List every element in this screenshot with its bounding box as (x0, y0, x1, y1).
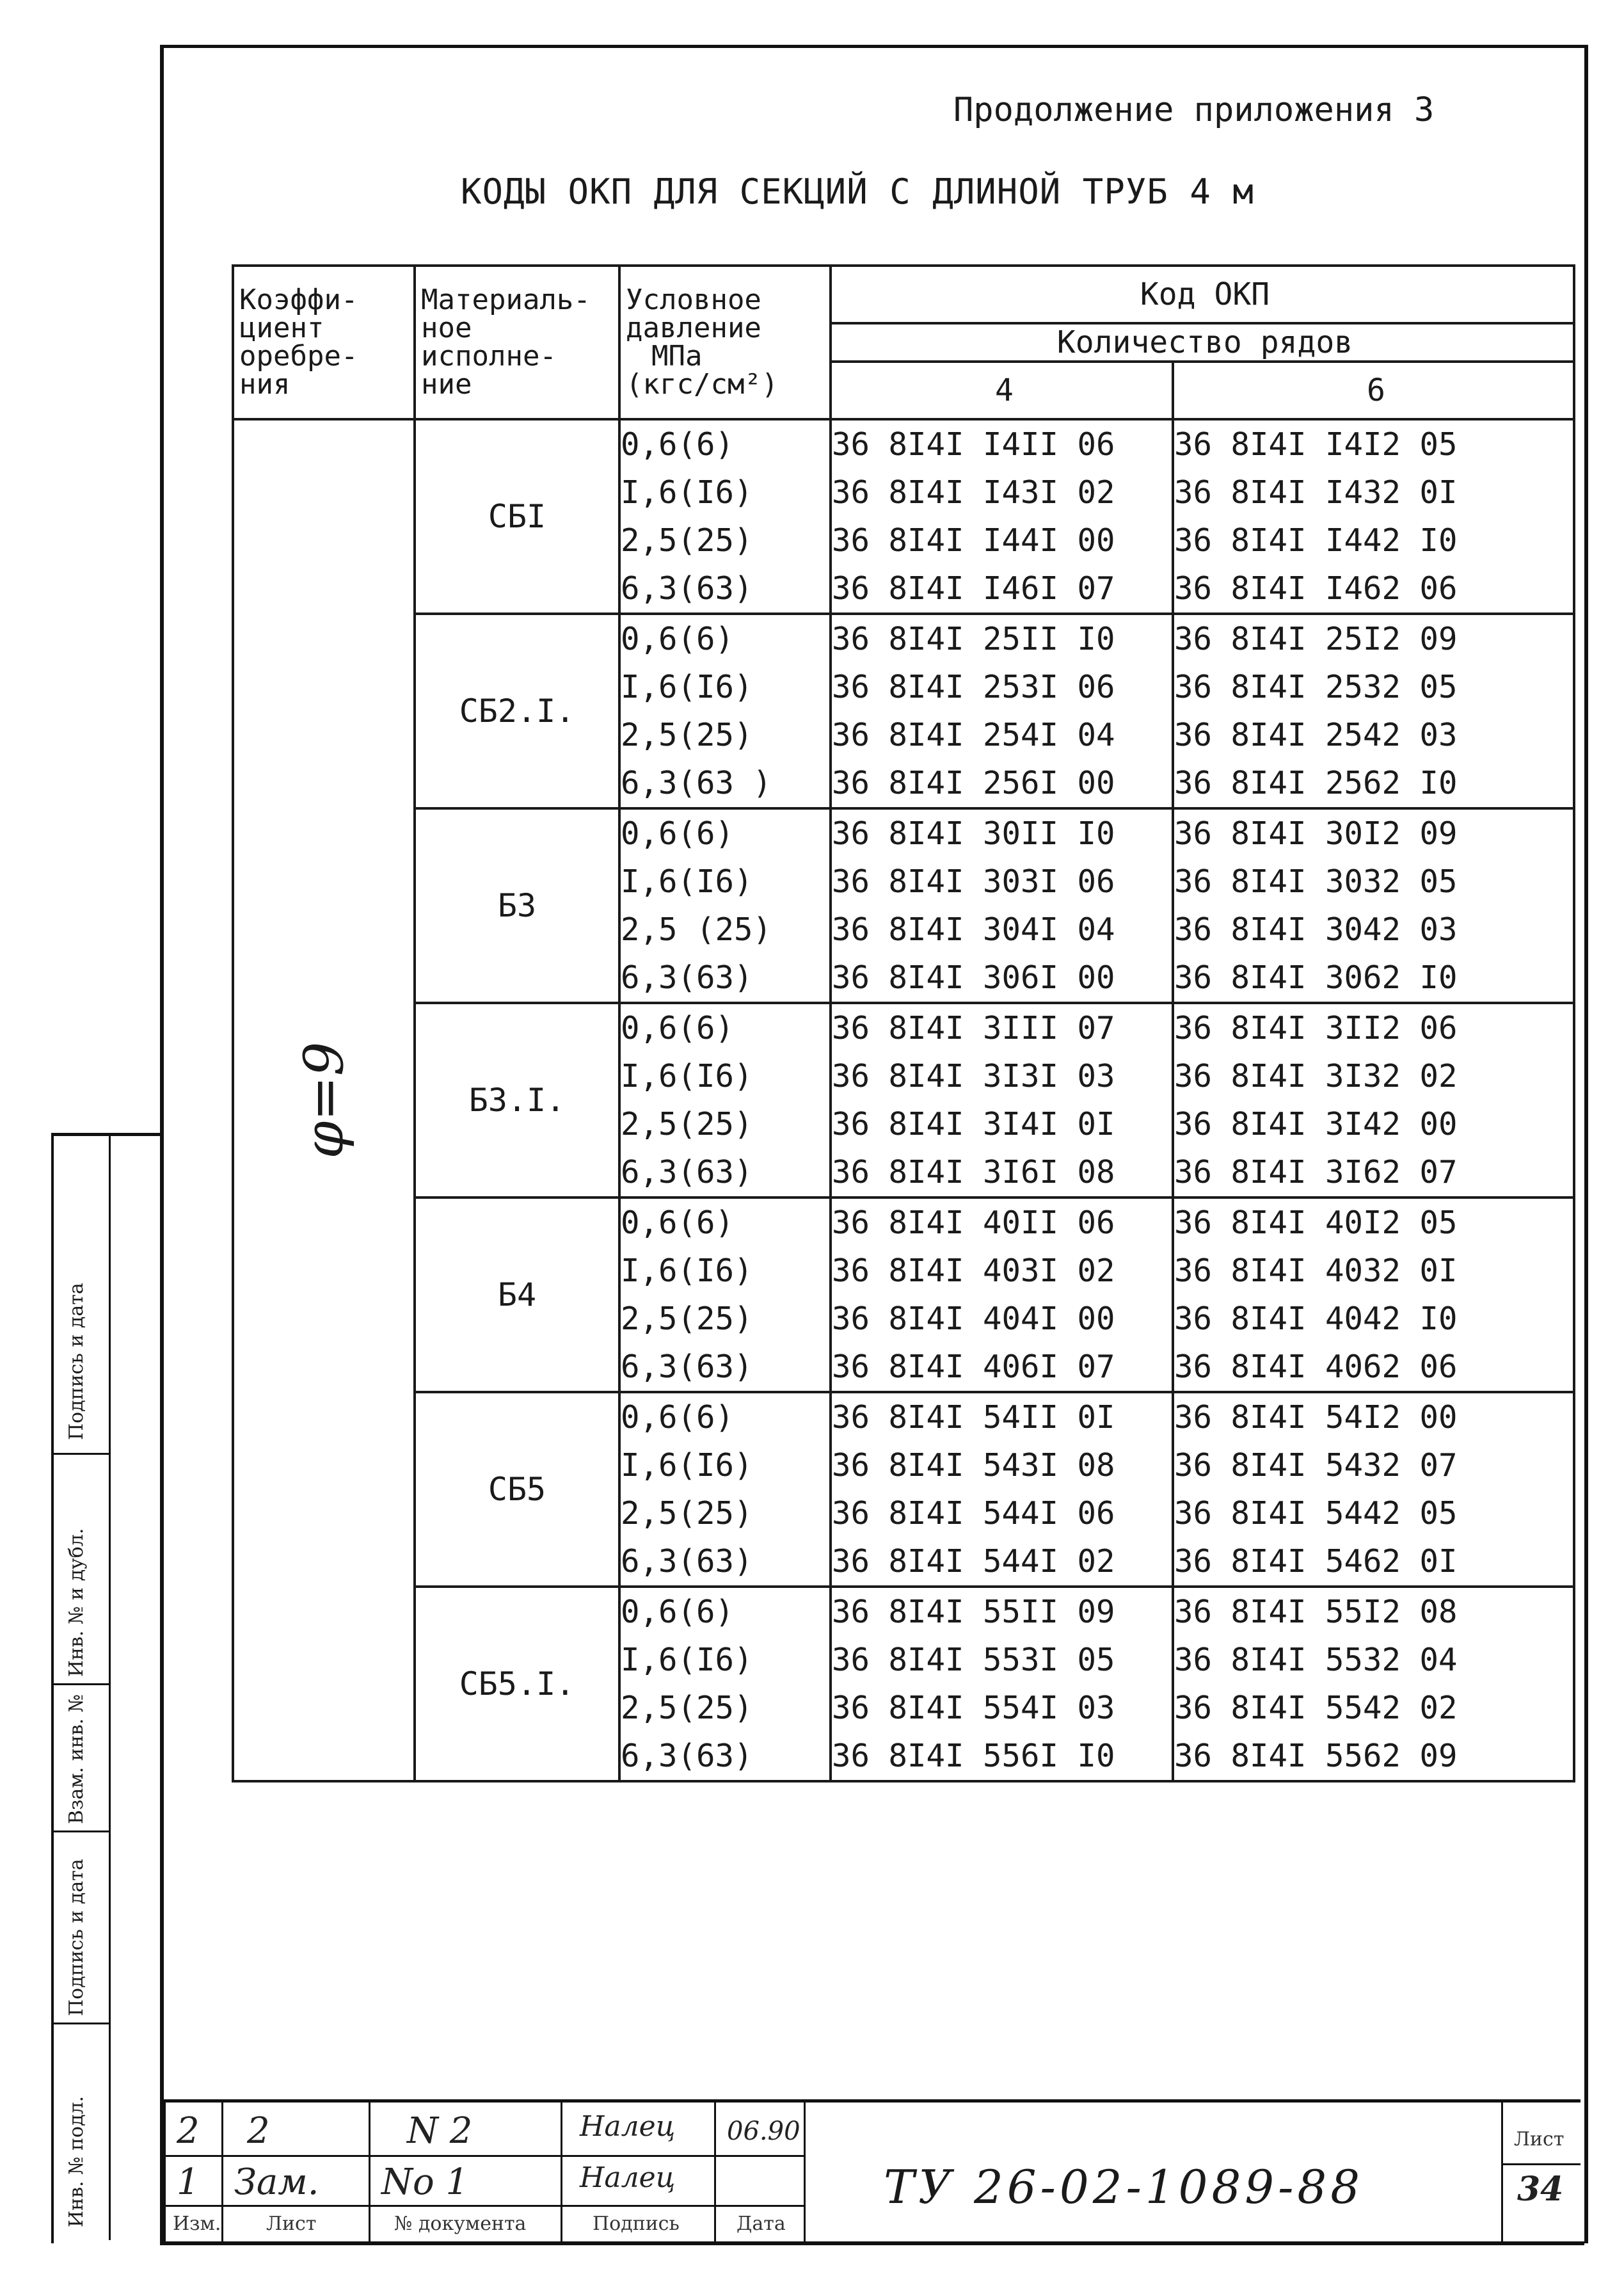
okp-code-6-rows: 36 8I4I 3I32 02 (1174, 1058, 1458, 1094)
okp-code-4-rows: 36 8I4I 3I6I 08 (832, 1154, 1115, 1190)
pressure-cell (619, 614, 831, 808)
okp-code-6-rows: 36 8I4I 4042 I0 (1174, 1301, 1458, 1337)
pressure-value: I,6(I6) (621, 669, 753, 705)
title-block-line (164, 2205, 804, 2207)
okp-code-6-rows: 36 8I4I 5532 04 (1174, 1642, 1458, 1678)
title-block-line (221, 2103, 223, 2245)
pressure-value: 6,3(63) (621, 1543, 753, 1580)
pressure-value: 0,6(6) (621, 1594, 735, 1630)
material-cell: СБ2.I. (415, 614, 619, 808)
title-block-line (1501, 2103, 1503, 2245)
okp-code-6-rows: 36 8I4I 25I2 09 (1174, 621, 1458, 657)
pressure-value: 2,5(25) (621, 1301, 753, 1337)
okp-code-6-rows: 36 8I4I 4062 06 (1174, 1349, 1458, 1385)
okp-code-6-rows: 36 8I4I 5542 02 (1174, 1690, 1458, 1726)
code-4-rows-cell (831, 419, 1173, 614)
pressure-cell (619, 419, 831, 614)
okp-code-6-rows: 36 8I4I 2532 05 (1174, 669, 1458, 705)
header-okp-code: Код ОКП (831, 266, 1574, 323)
okp-code-6-rows: 36 8I4I I462 06 (1174, 570, 1458, 607)
okp-code-4-rows: 36 8I4I 556I I0 (832, 1738, 1115, 1774)
pressure-value: 0,6(6) (621, 1399, 735, 1436)
header-rows-4: 4 (831, 362, 1173, 419)
pressure-value: 6,3(63) (621, 959, 753, 996)
coefficient-value: φ=9 (292, 1041, 355, 1159)
table-row (233, 808, 1574, 1003)
table-body (233, 419, 1574, 1781)
change-1-list: 2 (247, 2110, 270, 2152)
okp-code-4-rows: 36 8I4I 544I 06 (832, 1495, 1115, 1532)
code-6-rows-cell (1173, 1198, 1574, 1392)
okp-code-4-rows: 36 8I4I I44I 00 (832, 522, 1115, 559)
pressure-value: 0,6(6) (621, 1205, 735, 1241)
title-block-line (561, 2103, 562, 2245)
okp-code-4-rows: 36 8I4I 253I 06 (832, 669, 1115, 705)
code-6-rows-cell (1173, 419, 1574, 614)
label-izm: Изм. (173, 2213, 221, 2235)
material-cell: Б3 (415, 808, 619, 1003)
sheet-number: 34 (1517, 2170, 1564, 2209)
change-2-izm: 1 (177, 2161, 200, 2203)
okp-code-4-rows: 36 8I4I 544I 02 (832, 1543, 1115, 1580)
okp-code-6-rows: 36 8I4I 5432 07 (1174, 1447, 1458, 1484)
material-cell: СБI (415, 419, 619, 614)
okp-code-4-rows: 36 8I4I 543I 08 (832, 1447, 1115, 1484)
title-block (164, 2099, 1580, 2245)
okp-code-4-rows: 36 8I4I 25II I0 (832, 621, 1115, 657)
change-2-signature: Hалец (580, 2161, 676, 2194)
okp-code-6-rows: 36 8I4I 5442 05 (1174, 1495, 1458, 1532)
side-stamp-divider (51, 1683, 109, 1685)
okp-code-4-rows: 36 8I4I 304I 04 (832, 911, 1115, 948)
pressure-value: I,6(I6) (621, 1058, 753, 1094)
side-stamp-divider (51, 1830, 109, 1832)
pressure-value: I,6(I6) (621, 474, 753, 511)
sheet-label: Лист (1514, 2128, 1564, 2151)
pressure-value: I,6(I6) (621, 863, 753, 900)
pressure-value: 6,3(63 ) (621, 765, 772, 801)
okp-code-4-rows: 36 8I4I 30II I0 (832, 815, 1115, 852)
okp-code-6-rows: 36 8I4I 30I2 09 (1174, 815, 1458, 852)
side-stamp-divider (51, 2023, 109, 2024)
title-block-line (804, 2103, 806, 2245)
pressure-cell (619, 1587, 831, 1781)
okp-code-4-rows: 36 8I4I I4II 06 (832, 426, 1115, 463)
title-block-line (164, 2103, 166, 2245)
label-signature: Подпись (593, 2213, 680, 2235)
pressure-value: 2,5(25) (621, 1106, 753, 1142)
okp-code-4-rows: 36 8I4I 3III 07 (832, 1010, 1115, 1046)
coefficient-cell (233, 419, 415, 1781)
okp-code-4-rows: 36 8I4I 3I3I 03 (832, 1058, 1115, 1094)
pressure-value: 6,3(63) (621, 1154, 753, 1190)
change-1-izm: 2 (177, 2110, 200, 2152)
okp-code-6-rows: 36 8I4I 54I2 00 (1174, 1399, 1458, 1436)
label-document-number: № документа (394, 2213, 527, 2235)
side-stamp-divider (51, 1453, 109, 1455)
header-rows-6: 6 (1173, 362, 1574, 419)
pressure-value: I,6(I6) (621, 1447, 753, 1484)
change-1-signature: Hалец (580, 2110, 676, 2143)
pressure-value: 6,3(63) (621, 1349, 753, 1385)
okp-code-6-rows: 36 8I4I I442 I0 (1174, 522, 1458, 559)
code-6-rows-cell (1173, 1587, 1574, 1781)
okp-code-6-rows: 36 8I4I 3062 I0 (1174, 959, 1458, 996)
side-stamp (51, 1133, 161, 2240)
code-6-rows-cell (1173, 614, 1574, 808)
side-label-sign-date-2: Подпись и дата (65, 1283, 88, 1440)
okp-code-6-rows: 36 8I4I 3I62 07 (1174, 1154, 1458, 1190)
code-4-rows-cell (831, 614, 1173, 808)
header-material: Материаль- ное исполне- ние (415, 266, 619, 419)
material-cell: СБ5 (415, 1392, 619, 1587)
pressure-value: I,6(I6) (621, 1253, 753, 1289)
header-coefficient: Коэффи- циент оребре- ния (233, 266, 415, 419)
pressure-value: 0,6(6) (621, 621, 735, 657)
okp-code-6-rows: 36 8I4I 5562 09 (1174, 1738, 1458, 1774)
material-cell: СБ5.I. (415, 1587, 619, 1781)
document-title: КОДЫ ОКП ДЛЯ СЕКЦИЙ С ДЛИНОЙ ТРУБ 4 м (461, 172, 1254, 212)
pressure-value: 6,3(63) (621, 1738, 753, 1774)
okp-code-4-rows: 36 8I4I 54II 0I (832, 1399, 1115, 1436)
okp-code-6-rows: 36 8I4I 2562 I0 (1174, 765, 1458, 801)
okp-code-6-rows: 36 8I4I 5462 0I (1174, 1543, 1458, 1580)
code-4-rows-cell (831, 1587, 1173, 1781)
pressure-value: 2,5 (25) (621, 911, 772, 948)
okp-code-4-rows: 36 8I4I 3I4I 0I (832, 1106, 1115, 1142)
okp-code-6-rows: 36 8I4I I4I2 05 (1174, 426, 1458, 463)
okp-code-6-rows: 36 8I4I 3032 05 (1174, 863, 1458, 900)
pressure-value: 0,6(6) (621, 815, 735, 852)
pressure-cell (619, 1392, 831, 1587)
document-designation: ТУ 26-02-1089-88 (884, 2160, 1364, 2214)
pressure-value: 2,5(25) (621, 522, 753, 559)
title-block-line (164, 2155, 804, 2157)
code-4-rows-cell (831, 808, 1173, 1003)
change-2-doc: No 1 (381, 2161, 469, 2203)
side-label-inv-dubl: Инв. № и дубл. (65, 1528, 88, 1677)
change-1-doc: N 2 (407, 2110, 473, 2152)
code-6-rows-cell (1173, 1392, 1574, 1587)
pressure-value: 2,5(25) (621, 1690, 753, 1726)
okp-code-4-rows: 36 8I4I 554I 03 (832, 1690, 1115, 1726)
material-cell: Б3.I. (415, 1003, 619, 1198)
okp-code-4-rows: 36 8I4I 406I 07 (832, 1349, 1115, 1385)
okp-code-4-rows: 36 8I4I 55II 09 (832, 1594, 1115, 1630)
pressure-value: I,6(I6) (621, 1642, 753, 1678)
pressure-value: 0,6(6) (621, 1010, 735, 1046)
title-block-line (1501, 2163, 1580, 2165)
okp-code-6-rows: 36 8I4I 3II2 06 (1174, 1010, 1458, 1046)
okp-code-4-rows: 36 8I4I 40II 06 (832, 1205, 1115, 1241)
okp-code-4-rows: 36 8I4I 303I 06 (832, 863, 1115, 900)
okp-code-4-rows: 36 8I4I 254I 04 (832, 717, 1115, 753)
table-row (233, 1003, 1574, 1198)
side-label-sign-date: Подпись и дата (65, 1859, 88, 2016)
pressure-cell (619, 1003, 831, 1198)
okp-code-6-rows: 36 8I4I 3042 03 (1174, 911, 1458, 948)
table-row (233, 1198, 1574, 1392)
continuation-note: Продолжение приложения 3 (953, 91, 1435, 129)
label-date: Дата (736, 2213, 786, 2235)
okp-code-6-rows: 36 8I4I 40I2 05 (1174, 1205, 1458, 1241)
pressure-value: 2,5(25) (621, 717, 753, 753)
side-label-inv-podl: Инв. № подл. (65, 2095, 88, 2227)
okp-code-6-rows: 36 8I4I 55I2 08 (1174, 1594, 1458, 1630)
table-row (233, 419, 1574, 614)
pressure-cell (619, 808, 831, 1003)
okp-code-6-rows: 36 8I4I 4032 0I (1174, 1253, 1458, 1289)
table-row (233, 1392, 1574, 1587)
okp-code-6-rows: 36 8I4I 3I42 00 (1174, 1106, 1458, 1142)
okp-code-4-rows: 36 8I4I 404I 00 (832, 1301, 1115, 1337)
table-row (233, 1587, 1574, 1781)
pressure-value: 0,6(6) (621, 426, 735, 463)
okp-codes-table (232, 264, 1575, 1782)
code-4-rows-cell (831, 1392, 1173, 1587)
code-6-rows-cell (1173, 1003, 1574, 1198)
code-4-rows-cell (831, 1003, 1173, 1198)
pressure-cell (619, 1198, 831, 1392)
okp-code-4-rows: 36 8I4I 553I 05 (832, 1642, 1115, 1678)
title-block-line (714, 2103, 716, 2245)
pressure-value: 2,5(25) (621, 1495, 753, 1532)
code-6-rows-cell (1173, 808, 1574, 1003)
code-4-rows-cell (831, 1198, 1173, 1392)
okp-code-6-rows: 36 8I4I I432 0I (1174, 474, 1458, 511)
okp-code-4-rows: 36 8I4I 403I 02 (832, 1253, 1115, 1289)
table-row (233, 614, 1574, 808)
label-list: Лист (266, 2213, 317, 2235)
side-label-vzam-inv: Взам. инв. № (65, 1694, 88, 1824)
okp-code-6-rows: 36 8I4I 2542 03 (1174, 717, 1458, 753)
okp-code-4-rows: 36 8I4I 256I 00 (832, 765, 1115, 801)
change-1-date: 06.90 (727, 2117, 800, 2146)
okp-code-4-rows: 36 8I4I I43I 02 (832, 474, 1115, 511)
material-cell: Б4 (415, 1198, 619, 1392)
pressure-value: 6,3(63) (621, 570, 753, 607)
okp-code-4-rows: 36 8I4I 306I 00 (832, 959, 1115, 996)
title-block-line (369, 2103, 370, 2245)
change-2-list: Зам. (234, 2161, 319, 2203)
okp-code-4-rows: 36 8I4I I46I 07 (832, 570, 1115, 607)
header-rows-count: Количество рядов (831, 323, 1574, 362)
header-pressure: Условное давление МПа (кгс/см²) (619, 266, 831, 419)
